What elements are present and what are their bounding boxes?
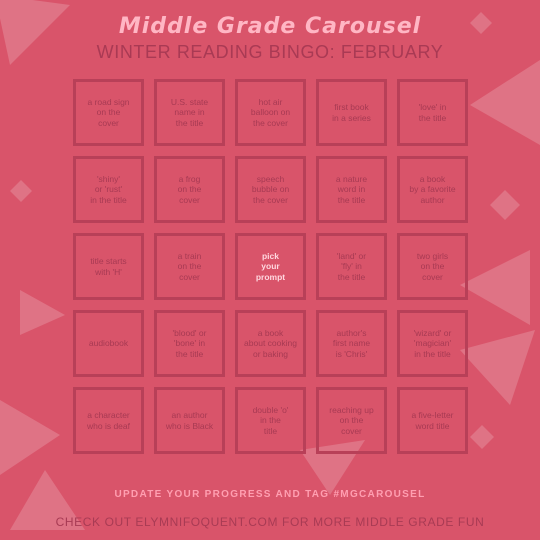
bingo-cell[interactable]	[316, 387, 387, 454]
bingo-cell[interactable]	[235, 79, 306, 146]
page-subtitle: WINTER READING BINGO: FEBRUARY	[96, 42, 444, 62]
decorative-triangle	[470, 60, 540, 150]
bingo-cell[interactable]	[154, 387, 225, 454]
bingo-cell[interactable]	[235, 387, 306, 454]
bingo-cell[interactable]	[397, 387, 468, 454]
bingo-cell[interactable]	[235, 156, 306, 223]
bingo-cell[interactable]	[397, 156, 468, 223]
bingo-cell-label: an author who is Black	[165, 410, 214, 431]
bingo-cell-label: pick your prompt	[255, 250, 286, 282]
bingo-cell-label: 'land' or 'fly' in the title	[336, 250, 367, 282]
bingo-cell-label: a train on the cover	[177, 250, 202, 282]
page-title: Middle Grade Carousel	[118, 14, 422, 39]
bingo-cell-label: a five-letter word title	[411, 410, 454, 431]
bingo-cell[interactable]	[397, 233, 468, 300]
bingo-cell-label: 'shiny' or 'rust' in the title	[90, 173, 127, 205]
bingo-cell[interactable]	[154, 310, 225, 377]
bingo-cell[interactable]	[73, 156, 144, 223]
bingo-cell-label: reaching up on the cover	[329, 404, 374, 436]
bingo-grid	[73, 79, 456, 453]
bingo-cell-label: a character who is deaf	[87, 410, 130, 431]
bingo-cell-label: speech bubble on the cover	[251, 173, 290, 205]
bingo-cell[interactable]	[316, 233, 387, 300]
bingo-cell-label: author's first name is 'Chris'	[332, 327, 371, 359]
bingo-cell[interactable]	[316, 79, 387, 146]
bingo-cell[interactable]	[397, 79, 468, 146]
bingo-cell[interactable]	[73, 310, 144, 377]
bingo-cell-free[interactable]	[235, 233, 306, 300]
decorative-triangle	[460, 250, 540, 330]
decorative-triangle	[0, 390, 70, 480]
bingo-cell-label: double 'o' in the title	[252, 404, 289, 436]
bingo-cell-label: a nature word in the title	[335, 173, 368, 205]
bingo-cell-label: a frog on the cover	[177, 173, 202, 205]
bingo-cell[interactable]	[154, 156, 225, 223]
decorative-diamond	[490, 190, 520, 220]
bingo-cell[interactable]	[397, 310, 468, 377]
bingo-cell[interactable]	[154, 233, 225, 300]
decorative-diamond	[10, 180, 32, 202]
bingo-cell[interactable]	[73, 387, 144, 454]
bingo-cell[interactable]	[316, 310, 387, 377]
bingo-cell-label: a book by a favorite author	[409, 173, 456, 205]
bingo-cell-label: title starts with 'H'	[90, 256, 127, 277]
bingo-cell[interactable]	[73, 79, 144, 146]
decorative-triangle	[20, 290, 70, 340]
bingo-cell-label: a road sign on the cover	[87, 96, 130, 128]
bingo-cell[interactable]	[73, 233, 144, 300]
bingo-cell-label: 'wizard' or 'magician' in the title	[413, 327, 452, 359]
bingo-cell[interactable]	[235, 310, 306, 377]
bingo-cell-label: 'love' in the title	[418, 102, 447, 123]
bingo-cell-label: 'blood' or 'bone' in the title	[172, 327, 207, 359]
bingo-cell-label: two girls on the cover	[416, 250, 449, 282]
bingo-cell-label: first book in a series	[332, 102, 371, 123]
decorative-triangle	[10, 470, 90, 540]
bingo-cell-label: U.S. state name in the title	[170, 96, 209, 128]
decorative-diamond	[470, 425, 494, 449]
bingo-cell-label: audiobook	[88, 338, 129, 349]
bingo-cell-label: a book about cooking or baking	[244, 327, 297, 359]
website-footer-text: CHECK OUT ELYMNIFOQUENT.COM FOR MORE MIDDLE GRADE FUN	[55, 515, 485, 529]
bingo-cell[interactable]	[316, 156, 387, 223]
bingo-cell-label: hot air balloon on the cover	[250, 96, 291, 128]
bingo-cell[interactable]	[154, 79, 225, 146]
update-progress-text: UPDATE YOUR PROGRESS AND TAG #MGCAROUSEL	[114, 489, 426, 500]
